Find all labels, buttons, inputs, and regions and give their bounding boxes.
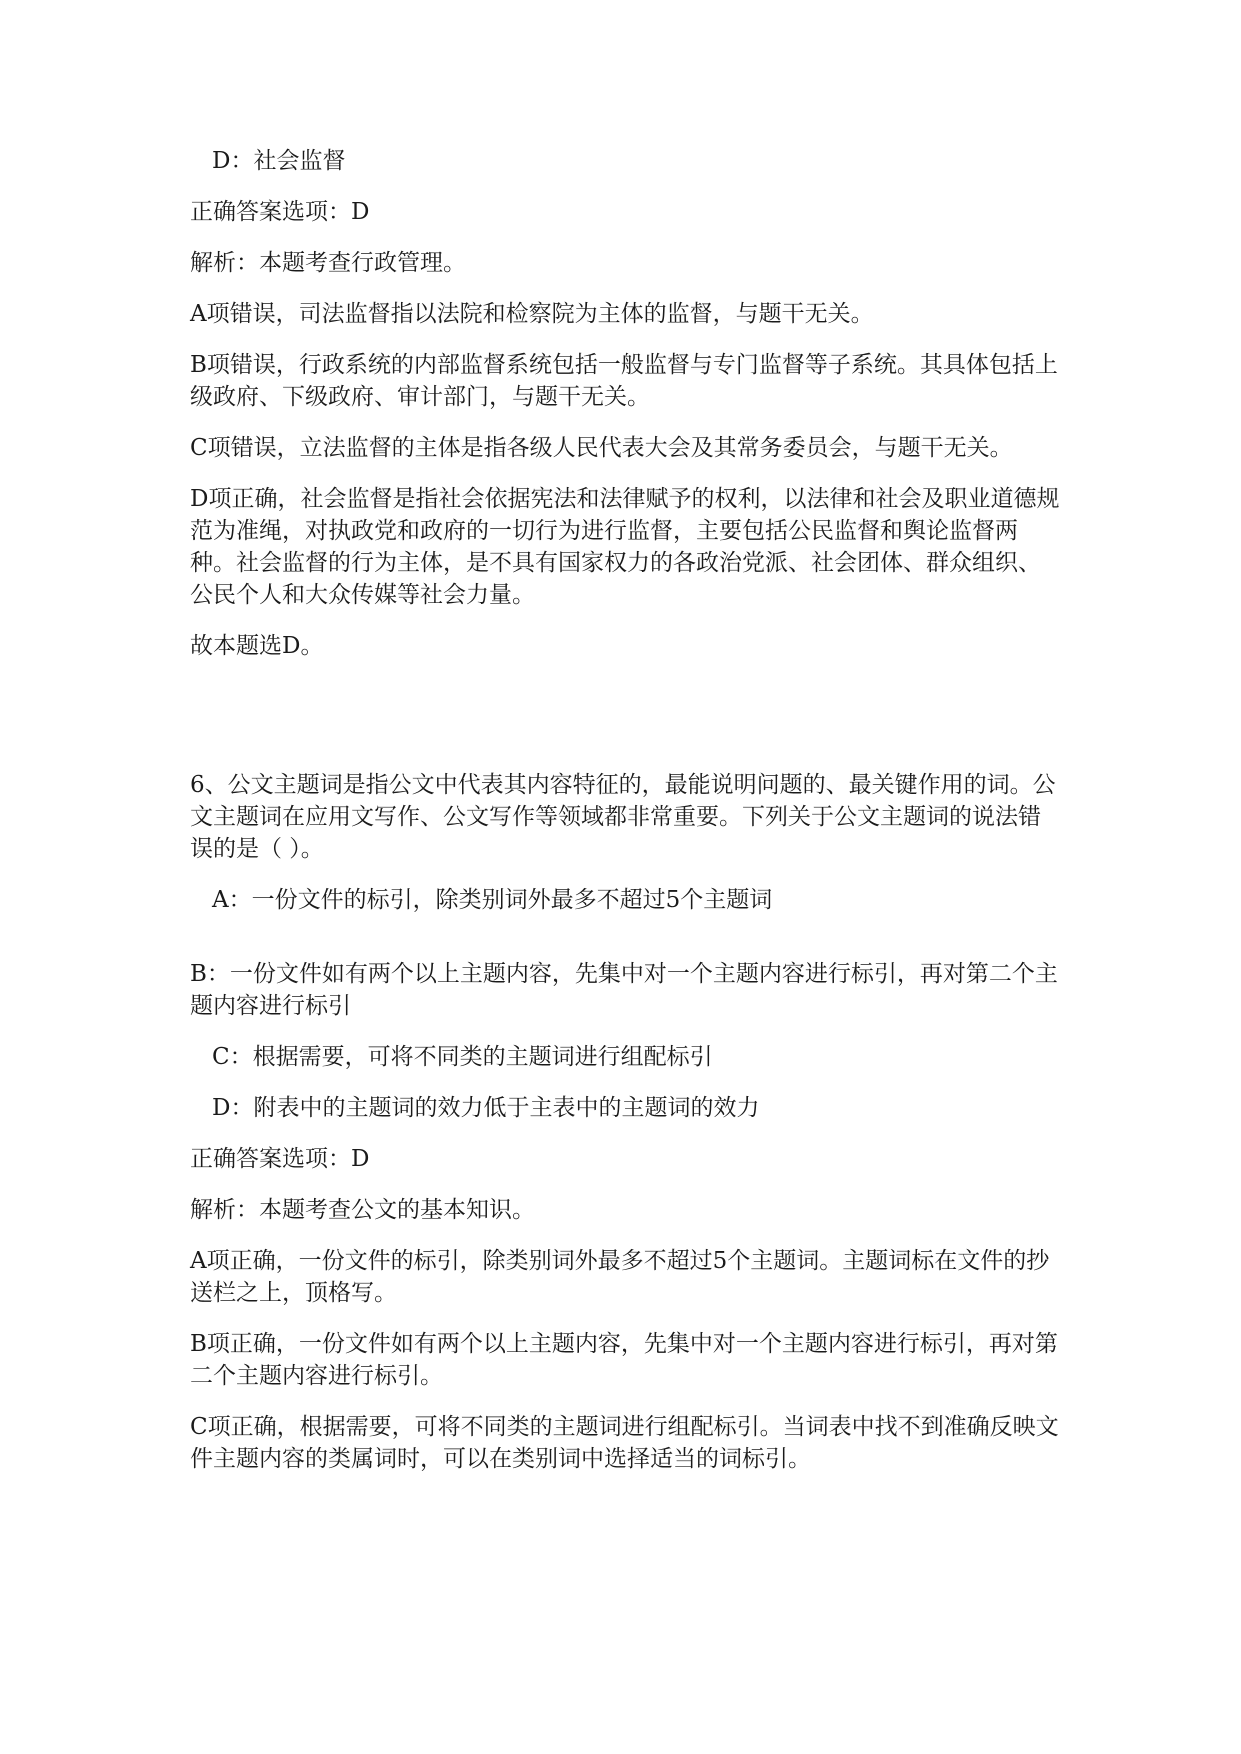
question-6-answer: 正确答案选项：D [190, 1146, 370, 1172]
explanation-a: A项错误，司法监督指以法院和检察院为主体的监督，与题干无关。 [190, 301, 874, 327]
answer-text: 正确答案选项：D [190, 199, 370, 225]
document-page [190, 145, 1060, 1494]
explanation-b: B项错误，行政系统的内部监督系统包括一般监督与专门监督等子系统。其具体包括上级政府、下级政府、审计部门，与题干无关。 [190, 352, 1058, 410]
question-6-option-d: D：附表中的主题词的效力低于主表中的主题词的效力 [212, 1095, 760, 1121]
question-6-explanation-c: C项正确，根据需要，可将不同类的主题词进行组配标引。当词表中找不到准确反映文件主题内容的类属词时，可以在类别词中选择适当的词标引。 [190, 1414, 1059, 1472]
question-6-option-a: A：一份文件的标引，除类别词外最多不超过5个主题词 [212, 887, 773, 913]
section-gap [190, 681, 1060, 769]
question-6-option-c: C：根据需要，可将不同类的主题词进行组配标引 [212, 1044, 713, 1070]
analysis-text: 解析：本题考查行政管理。 [190, 250, 466, 276]
explanation-c: C项错误，立法监督的主体是指各级人民代表大会及其常务委员会，与题干无关。 [190, 435, 1013, 461]
explanation-d: D项正确，社会监督是指社会依据宪法和法律赋予的权利，以法律和社会及职业道德规范为准绳，对执政党和政府的一切行为进行监督，主要包括公民监督和舆论监督两种。社会监督的行为主体，是不具有国家权力的各政治党派、社会团体、群众组织、公民个人和大众传媒等社会力量。 [190, 486, 1060, 608]
question-6-stem: 6、公文主题词是指公文中代表其内容特征的，最能说明问题的、最关键作用的词。公文主题词在应用文写作、公文写作等领域都非常重要。下列关于公文主题词的说法错误的是（ ）。 [190, 772, 1056, 862]
question-6-option-b: B：一份文件如有两个以上主题内容，先集中对一个主题内容进行标引，再对第二个主题内容进行标引 [190, 961, 1058, 1019]
question-6-explanation-a: A项正确，一份文件的标引，除类别词外最多不超过5个主题词。主题词标在文件的抄送栏之上，顶格写。 [190, 1248, 1050, 1306]
option-d-text: D：社会监督 [212, 148, 346, 174]
option-gap [190, 935, 1060, 958]
question-6-analysis: 解析：本题考查公文的基本知识。 [190, 1197, 535, 1223]
conclusion-text: 故本题选D。 [190, 633, 324, 659]
question-6-explanation-b: B项正确，一份文件如有两个以上主题内容，先集中对一个主题内容进行标引，再对第二个主题内容进行标引。 [190, 1331, 1058, 1389]
